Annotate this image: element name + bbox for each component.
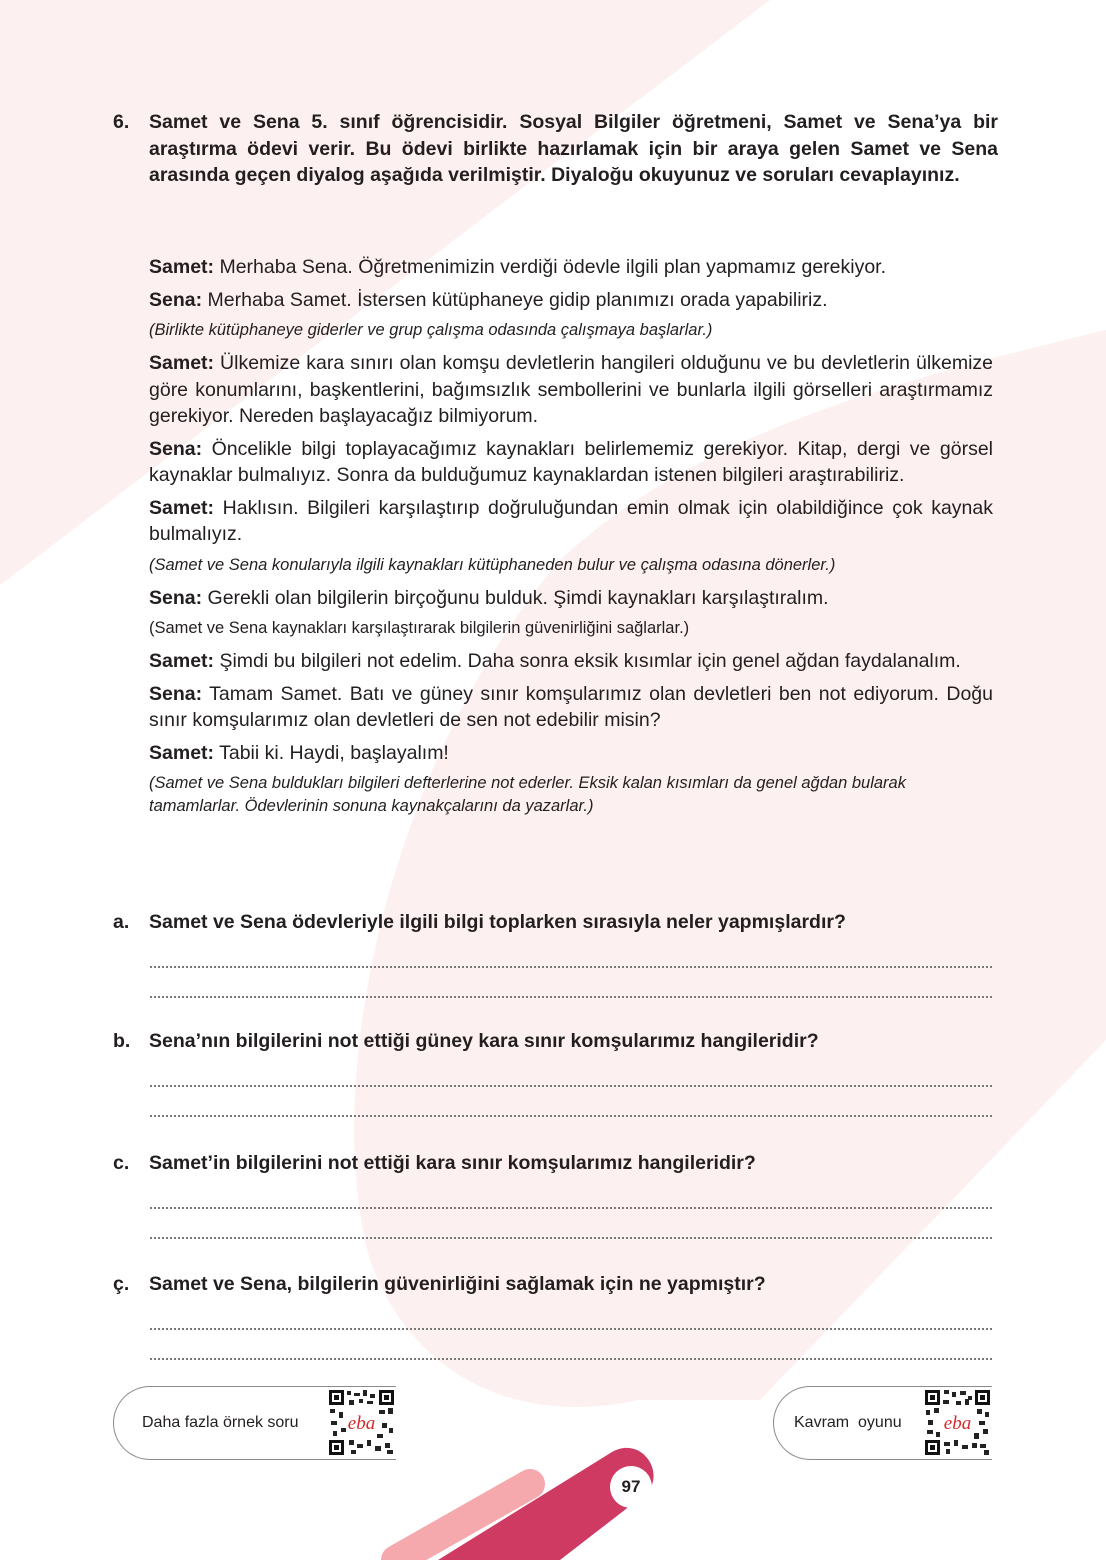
stage-direction: (Samet ve Sena buldukları bilgileri defterlerine not ederler. Eksik kalan kısımları da genel ağdan bularak tamamlarlar. Ödevlerinin sonuna kaynakçalarını da yazarlar.) <box>149 774 906 815</box>
subquestion-c: c. Samet’in bilgilerini not ettiği kara sınır komşularımız hangileridir? <box>113 1150 998 1239</box>
dialog-line-samet: Samet: Tabii ki. Haydi, başlayalım! <box>149 741 449 764</box>
qr-code-icon[interactable] <box>923 1388 992 1457</box>
dialog <box>149 254 993 826</box>
answer-line[interactable] <box>150 1358 992 1360</box>
answer-line[interactable] <box>150 1085 992 1087</box>
question-number: 6. <box>113 111 130 133</box>
stage-direction: (Samet ve Sena kaynakları karşılaştırarak bilgilerin güvenirliğini sağlarlar.) <box>149 619 690 637</box>
answer-line[interactable] <box>150 1328 992 1330</box>
page-number: 97 <box>610 1466 652 1508</box>
answer-line[interactable] <box>150 1237 992 1239</box>
answer-line[interactable] <box>150 966 992 968</box>
subquestion-a: a. Samet ve Sena ödevleriyle ilgili bilgi toplarken sırasıyla neler yapmışlardır? <box>113 909 998 998</box>
dialog-line-sena: Sena: Merhaba Samet. İstersen kütüphaneye gidip planımızı orada yapabiliriz. <box>149 288 828 311</box>
dialog-line-samet: Samet: Ülkemize kara sınırı olan komşu devletlerin hangileri olduğunu ve bu devletlerin ülkemize göre konumlarını, başkentlerini, bağımsızlık sembollerini ve bunlarla ilgili görselleri araştırmamız gerekiyor. Nereden başlayacağız bilmiyorum. <box>149 352 993 427</box>
eba-logo: eba <box>347 1413 376 1434</box>
more-questions-link[interactable] <box>113 1386 396 1460</box>
stage-direction: (Birlikte kütüphaneye giderler ve grup çalışma odasında çalışmaya başlarlar.) <box>149 321 713 339</box>
subquestion-c-cedilla: ç. Samet ve Sena, bilgilerin güvenirliğini sağlamak için ne yapmıştır? <box>113 1271 998 1360</box>
dialog-line-sena: Sena: Öncelikle bilgi toplayacağımız kaynakları belirlememiz gerekiyor. Kitap, dergi ve görsel kaynaklar bulmalıyız. Sonra da bulduğumuz kaynaklardan istenen bilgileri araştırabiliriz. <box>149 437 993 486</box>
subquestion-b: b. Sena’nın bilgilerini not ettiği güney kara sınır komşularımız hangileridir? <box>113 1028 998 1117</box>
answer-line[interactable] <box>150 996 992 998</box>
stage-direction: (Samet ve Sena konularıyla ilgili kaynakları kütüphaneden bulur ve çalışma odasına dönerler.) <box>149 555 836 574</box>
concept-game-link[interactable] <box>773 1386 992 1460</box>
eba-logo: eba <box>943 1413 972 1434</box>
qr-code-icon[interactable] <box>327 1388 396 1457</box>
dialog-line-samet: Samet: Şimdi bu bilgileri not edelim. Daha sonra eksik kısımlar için genel ağdan faydalanalım. <box>149 650 961 672</box>
question-text: Samet ve Sena 5. sınıf öğrencisidir. Sosyal Bilgiler öğretmeni, Samet ve Sena’ya bir araştırma ödevi verir. Bu ödevi birlikte hazırlamak için bir araya gelen Samet ve Sena arasında geçen diyalog aşağıda verilmiştir. Diyaloğu okuyunuz ve soruları cevaplayınız. <box>149 111 998 186</box>
dialog-line-samet: Samet: Haklısın. Bilgileri karşılaştırıp doğruluğundan emin olmak için olabildiğince çok kaynak bulmalıyız. <box>149 496 993 545</box>
more-questions-label: Daha fazla örnek soru <box>142 1414 299 1431</box>
concept-game-label: Kavram oyunu <box>794 1414 902 1431</box>
main-question <box>113 109 998 189</box>
answer-line[interactable] <box>150 1207 992 1209</box>
answer-line[interactable] <box>150 1115 992 1117</box>
dialog-line-sena: Sena: Gerekli olan bilgilerin birçoğunu bulduk. Şimdi kaynakları karşılaştıralım. <box>149 586 829 609</box>
dialog-line-sena: Sena: Tamam Samet. Batı ve güney sınır komşularımız olan devletleri ben not ediyorum. Doğu sınır komşularımız olan devletleri de sen not edebilir misin? <box>149 682 993 731</box>
dialog-line-samet: Samet: Merhaba Sena. Öğretmenimizin verdiği ödevle ilgili plan yapmamız gerekiyor. <box>149 256 887 278</box>
